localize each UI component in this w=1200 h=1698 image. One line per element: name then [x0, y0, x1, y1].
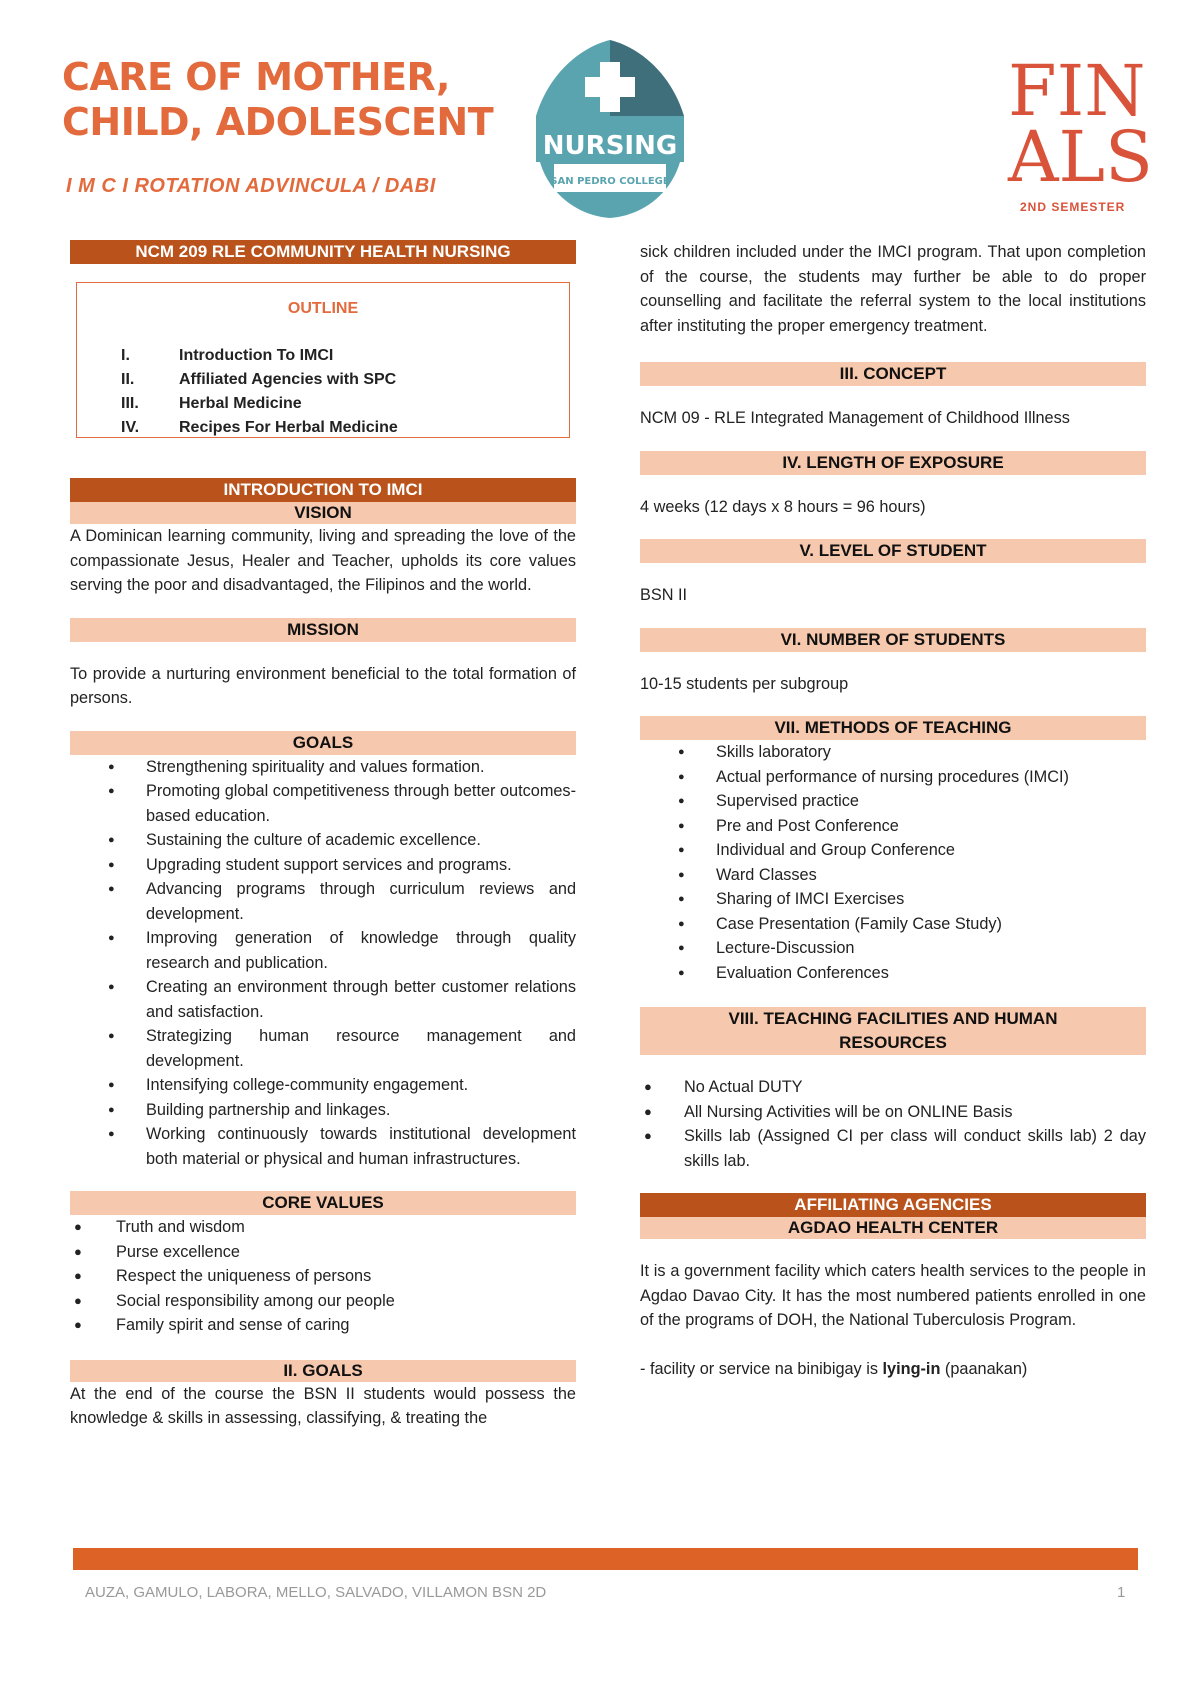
outline-num: II.: [121, 370, 135, 388]
concept-header: III. CONCEPT: [640, 362, 1146, 386]
goals2-text: At the end of the course the BSN II students would possess the knowledge & skills in assessing, classifying, & treating the: [70, 1384, 576, 1427]
level-text: BSN II: [640, 586, 688, 604]
mission-text: To provide a nurturing environment beneficial to the total formation of persons.: [70, 664, 576, 707]
goal-item: ● Strengthening spirituality and values formation.: [70, 755, 576, 780]
finals-mark: [1008, 50, 1153, 198]
facility-note: [640, 1357, 1146, 1382]
facility-item: ● No Actual DUTY: [640, 1075, 1146, 1100]
concept-text: NCM 09 - RLE Integrated Management of Childhood Illness: [640, 409, 1070, 427]
method-item: ● Lecture-Discussion: [640, 936, 1146, 961]
footer-bar: [73, 1548, 1138, 1570]
outline-label: Affiliated Agencies with SPC: [179, 370, 397, 388]
right-column: [640, 240, 1146, 1381]
goal-item: ● Sustaining the culture of academic excellence.: [70, 828, 576, 853]
outline-label: Recipes For Herbal Medicine: [179, 418, 398, 436]
core-value-item: ● Social responsibility among our people: [70, 1289, 576, 1314]
level-header: V. LEVEL OF STUDENT: [640, 539, 1146, 563]
method-item: ● Pre and Post Conference: [640, 814, 1146, 839]
method-item: ● Actual performance of nursing procedures (IMCI): [640, 765, 1146, 790]
facility-note-suffix: (paanakan): [940, 1359, 1028, 1378]
rotation-subtitle: I M C I ROTATION ADVINCULA / DABI: [66, 175, 436, 197]
core-value-item: ● Respect the uniqueness of persons: [70, 1264, 576, 1289]
exposure-text: 4 weeks (12 days x 8 hours = 96 hours): [640, 497, 926, 516]
goal-item: ● Creating an environment through better customer relations and satisfaction.: [70, 975, 576, 1024]
goal-item: ● Promoting global competitiveness through better outcomes-based education.: [70, 779, 576, 828]
outline-num: I.: [121, 346, 130, 364]
course-header: NCM 209 RLE COMMUNITY HEALTH NURSING: [70, 240, 576, 264]
goal-item: ● Advancing programs through curriculum reviews and development.: [70, 877, 576, 926]
agdao-header: AGDAO HEALTH CENTER: [640, 1217, 1146, 1239]
exposure-header: IV. LENGTH OF EXPOSURE: [640, 451, 1146, 475]
goals2-header: II. GOALS: [70, 1360, 576, 1382]
core-values-list: [70, 1215, 576, 1338]
agencies-header: AFFILIATING AGENCIES: [640, 1193, 1146, 1217]
facility-item: ● All Nursing Activities will be on ONLINE Basis: [640, 1100, 1146, 1125]
logo-text: NURSING: [542, 131, 678, 161]
core-value-item: ● Family spirit and sense of caring: [70, 1313, 576, 1338]
goal-item: ● Intensifying college-community engagement.: [70, 1073, 576, 1098]
core-values-header: CORE VALUES: [70, 1191, 576, 1215]
nursing-logo: [530, 36, 690, 221]
number-header: VI. NUMBER OF STUDENTS: [640, 628, 1146, 652]
method-item: ● Supervised practice: [640, 789, 1146, 814]
outline-item: [77, 344, 569, 368]
outline-num: III.: [121, 394, 139, 412]
document-title: [62, 55, 493, 145]
outline-box: [76, 282, 570, 438]
method-item: ● Sharing of IMCI Exercises: [640, 887, 1146, 912]
facility-note-bold: lying-in: [882, 1359, 941, 1378]
goal-item: ● Working continuously towards institutional development both material or physical and human infrastructures.: [70, 1122, 576, 1171]
methods-list: [640, 740, 1146, 985]
outline-num: IV.: [121, 418, 140, 436]
page-number: 1: [1117, 1584, 1126, 1601]
goal-item: ● Strategizing human resource management and development.: [70, 1024, 576, 1073]
goal-item: ● Building partnership and linkages.: [70, 1098, 576, 1123]
continued-text: sick children included under the IMCI program. That upon completion of the course, the students may further be able to do proper counselling and facilitate the referral system to the local institutions after instituting the proper emergency treatment.: [640, 243, 1146, 335]
outline-item: [77, 368, 569, 392]
facilities-list: [640, 1075, 1146, 1173]
agdao-text: It is a government facility which caters health services to the people in Agdao Davao City. It has the most numbered patients enrolled in one of the programs of DOH, the National Tuberculosis Program.: [640, 1262, 1146, 1329]
method-item: ● Ward Classes: [640, 863, 1146, 888]
vision-header: VISION: [70, 502, 576, 524]
outline-item: [77, 392, 569, 416]
facilities-header-line-2: RESOURCES: [839, 1033, 947, 1052]
finals-line-1: FIN: [1008, 50, 1146, 132]
goal-item: ● Upgrading student support services and programs.: [70, 853, 576, 878]
method-item: ● Skills laboratory: [640, 740, 1146, 765]
vision-text: A Dominican learning community, living and spreading the love of the compassionate Jesus, Healer and Teacher, upholds its core values serving the poor and disadvantaged, the Filipinos and the world.: [70, 527, 576, 594]
outline-label: Introduction To IMCI: [179, 346, 334, 364]
goal-item: ● Improving generation of knowledge through quality research and publication.: [70, 926, 576, 975]
outline-title: OUTLINE: [287, 300, 359, 317]
outline-label: Herbal Medicine: [179, 394, 302, 412]
core-value-item: ● Truth and wisdom: [70, 1215, 576, 1240]
finals-line-2: ALS: [1008, 116, 1153, 198]
method-item: ● Evaluation Conferences: [640, 961, 1146, 986]
facilities-header-line-1: VIII. TEACHING FACILITIES AND HUMAN: [728, 1009, 1058, 1028]
method-item: ● Individual and Group Conference: [640, 838, 1146, 863]
left-column: [70, 240, 576, 1431]
logo-subtext: SAN PEDRO COLLEGE: [550, 176, 670, 187]
core-value-item: ● Purse excellence: [70, 1240, 576, 1265]
methods-header: VII. METHODS OF TEACHING: [640, 716, 1146, 740]
goals-header: GOALS: [70, 731, 576, 755]
title-line-2: CHILD, ADOLESCENT: [62, 100, 494, 144]
goals-list: [70, 755, 576, 1172]
facility-item: ● Skills lab (Assigned CI per class will conduct skills lab) 2 day skills lab.: [640, 1124, 1146, 1173]
title-line-1: CARE OF MOTHER,: [62, 55, 450, 99]
facilities-header: [640, 1007, 1146, 1055]
method-item: ● Case Presentation (Family Case Study): [640, 912, 1146, 937]
facility-note-prefix: - facility or service na binibigay is: [640, 1359, 883, 1378]
outline-item: [77, 416, 569, 440]
semester-label: 2ND SEMESTER: [1020, 200, 1126, 214]
footer-names: AUZA, GAMULO, LABORA, MELLO, SALVADO, VILLAMON BSN 2D: [85, 1584, 547, 1601]
mission-header: MISSION: [70, 618, 576, 642]
number-text: 10-15 students per subgroup: [640, 674, 849, 693]
intro-header: INTRODUCTION TO IMCI: [70, 478, 576, 502]
logo-cross-h: [585, 77, 635, 97]
